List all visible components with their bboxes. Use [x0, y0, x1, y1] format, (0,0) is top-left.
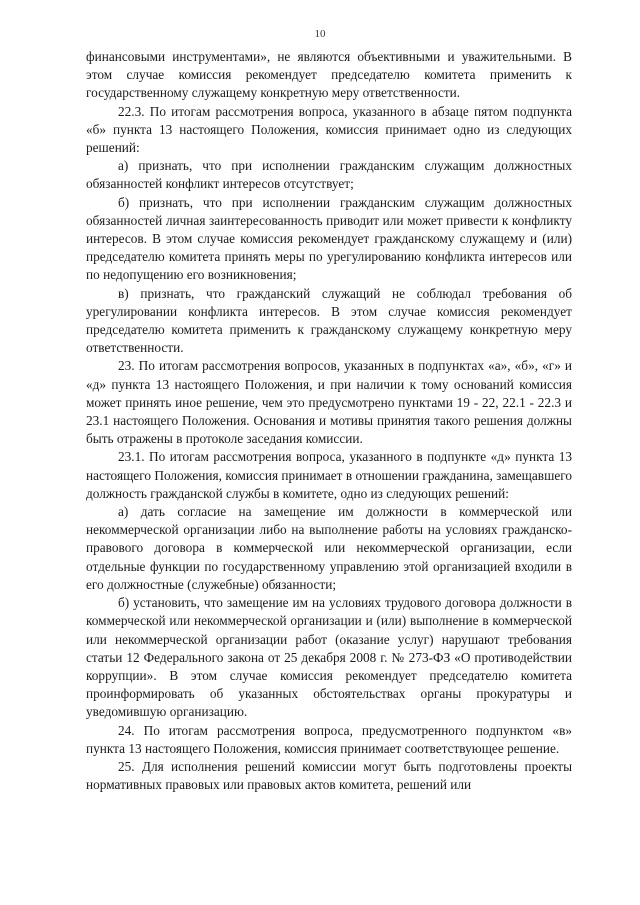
paragraph-22-3-v: в) признать, что гражданский служащий не соблюдал требования об урегулировании конфликта интересов. В этом случае комиссия рекомендует председателю комитета применить к гражданскому служащему конкретную меру ответственности. [86, 285, 572, 356]
page-number: 10 [314, 28, 326, 40]
paragraph-continuation: финансовыми инструментами», не являются объективными и уважительными. В этом случае комиссия рекомендует председателю комитета применить к государственному служащему конкретную меру ответственности. [86, 49, 572, 101]
paragraph-22-3: 22.3. По итогам рассмотрения вопроса, указанного в абзаце пятом подпункта «б» пункта 13 настоящего Положения, комиссия принимает одно из следующих решений: [86, 103, 572, 156]
paragraph-23-1: 23.1. По итогам рассмотрения вопроса, указанного в подпункте «д» пункта 13 настоящего Положения, комиссия принимает в отношении гражданина, замещавшего должность гражданской службы в комитете, одно из следующих решений: [86, 449, 572, 501]
paragraph-22-3-a: а) признать, что при исполнении гражданским служащим должностных обязанностей конфликт интересов отсутствует; [86, 158, 572, 192]
paragraph-23: 23. По итогам рассмотрения вопросов, указанных в подпунктах «а», «б», «г» и «д» пункта 13 настоящего Положения, и при наличии к тому оснований комиссия может принять иное решение, чем это предусмотрено пунктами 19 - 22, 22.1 - 22.3 и 23.1 настоящего Положения. Основания и мотивы принятия такого решения должны быть отражены в протоколе заседания комиссии. [86, 358, 572, 447]
paragraph-23-1-a: а) дать согласие на замещение им должности в коммерческой или некоммерческой организации либо на выполнение работы на условиях гражданско-правового договора в коммерческой или некоммерческой организации, если отдельные функции по государственному управлению этой организацией входили в его должностные (служебные) обязанности; [86, 504, 572, 592]
document-body [86, 48, 572, 794]
paragraph-24: 24. По итогам рассмотрения вопроса, предусмотренного подпунктом «в» пункта 13 настоящего Положения, комиссия принимает соответствующее решение. [86, 722, 572, 756]
paragraph-23-1-b: б) установить, что замещение им на условиях трудового договора должности в коммерческой или некоммерческой организации и (или) выполнение в коммерческой или некоммерческой организации работ (оказание услуг) нарушают требования статьи 12 Федерального закона от 25 декабря 2008 г. № 273-ФЗ «О противодействии коррупции». В этом случае комиссия рекомендует председателю комитета проинформировать об указанных обстоятельствах органы прокуратуры и уведомившую организацию. [86, 595, 572, 720]
paragraph-22-3-b: б) признать, что при исполнении гражданским служащим должностных обязанностей личная заинтересованность приводит или может привести к конфликту интересов. В этом случае комиссия рекомендует гражданскому служащему и (или) председателю комитета принять меры по урегулированию конфликта интересов или по недопущению его возникновения; [86, 194, 572, 283]
paragraph-25: 25. Для исполнения решений комиссии могут быть подготовлены проекты нормативных правовых или правовых актов комитета, решений или [86, 758, 572, 793]
